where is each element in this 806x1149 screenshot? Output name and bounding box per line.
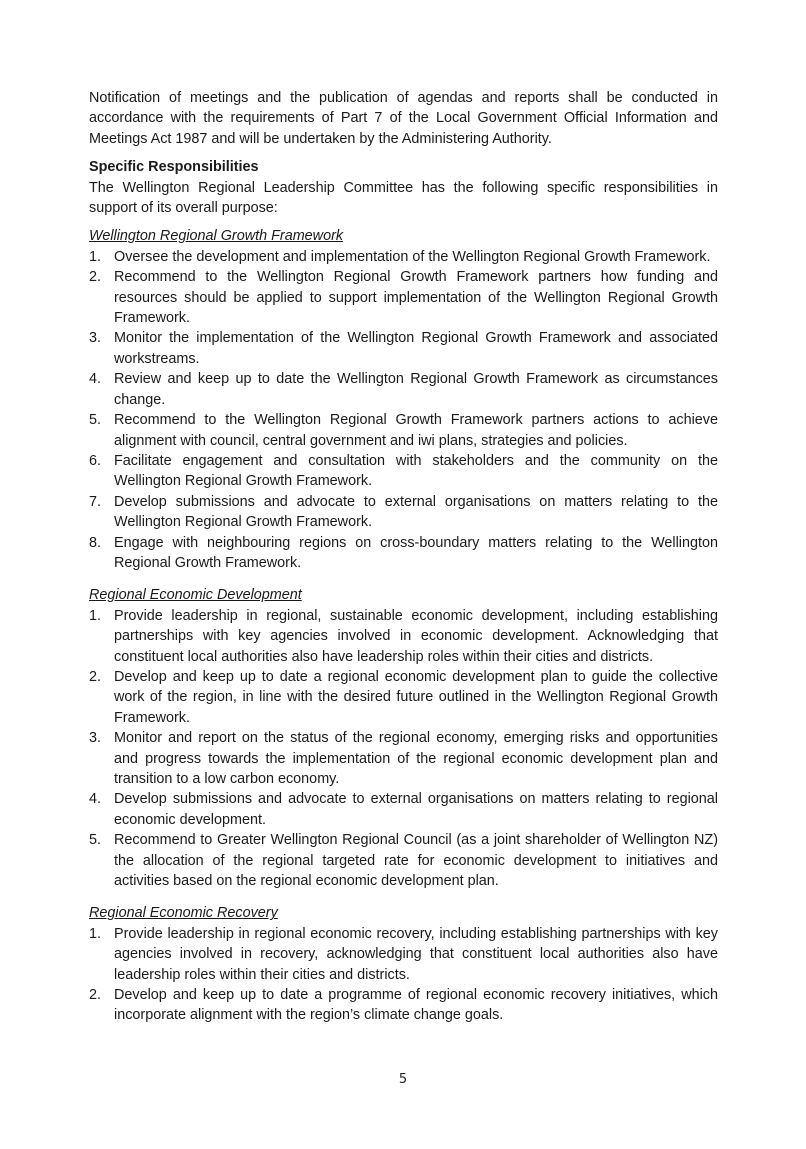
list-item: [89, 606, 718, 667]
list-text: Provide leadership in regional, sustainable economic development, including establishing partnerships with key agencies involved in economic development. Acknowledging that constituent local authorities also have leadership roles within their cities and districts.: [114, 607, 718, 665]
specific-responsibilities-heading: Specific Responsibilities: [89, 159, 259, 176]
list-text: Develop submissions and advocate to external organisations on matters relating to regional economic development.: [114, 791, 718, 828]
list-text: Develop and keep up to date a programme of regional economic recovery initiatives, which incorporate alignment with the region’s climate change goals.: [114, 987, 718, 1024]
list-item: [89, 789, 718, 830]
list-item: [89, 451, 718, 492]
list-item: [89, 985, 718, 1026]
section-title-economic-development: Regional Economic Development: [89, 587, 302, 604]
list-text: Monitor and report on the status of the regional economy, emerging risks and opportunities and progress towards the implementation of the regional economic development plan and transition to a low carbon economy.: [114, 730, 718, 787]
section-title-growth-framework: Wellington Regional Growth Framework: [89, 228, 344, 245]
list-number: 2.: [89, 668, 102, 685]
list-text: Oversee the development and implementation of the Wellington Regional Growth Framework.: [114, 248, 711, 265]
list-number: 1.: [89, 248, 102, 265]
list-text: Recommend to Greater Wellington Regional Council (as a joint shareholder of Wellington NZ) the allocation of the regional targeted rate for economic development to initiatives and activities based on the regional economic development plan.: [114, 832, 718, 890]
list-number: 5.: [89, 832, 102, 849]
economic-development-list: [89, 606, 718, 892]
economic-recovery-list: [89, 924, 718, 1026]
list-item: [89, 667, 718, 728]
list-number: 3.: [89, 330, 102, 347]
list-item: [89, 533, 718, 574]
list-number: 6.: [89, 452, 102, 469]
growth-framework-list: [89, 247, 718, 574]
list-number: 5.: [89, 412, 102, 429]
list-item: [89, 924, 718, 985]
list-item: [89, 267, 718, 328]
list-text: Provide leadership in regional economic recovery, including establishing partnerships with key agencies involved in recovery, acknowledging that constituent local authorities also have leadership roles within their cities and districts.: [114, 925, 718, 983]
list-number: 8.: [89, 534, 102, 551]
list-number: 7.: [89, 493, 102, 510]
list-item: [89, 728, 718, 789]
document-page: [89, 88, 718, 1026]
list-number: 4.: [89, 791, 102, 808]
list-text: Review and keep up to date the Wellington Regional Growth Framework as circumstances change.: [114, 371, 718, 408]
list-number: 1.: [89, 607, 102, 624]
list-item: [89, 410, 718, 451]
section-title-economic-recovery: Regional Economic Recovery: [89, 905, 278, 922]
intro-paragraph: Notification of meetings and the publication of agendas and reports shall be conducted in accordance with the requirements of Part 7 of the Local Government Official Information and Meetings Act 1987 and will be undertaken by the Administering Authority.: [89, 90, 718, 147]
specific-responsibilities-lead: The Wellington Regional Leadership Committee has the following specific responsibilities in support of its overall purpose:: [89, 179, 718, 217]
list-text: Monitor the implementation of the Wellington Regional Growth Framework and associated workstreams.: [114, 330, 718, 367]
list-text: Recommend to the Wellington Regional Growth Framework partners how funding and resources should be applied to support implementation of the Wellington Regional Growth Framework.: [114, 269, 718, 327]
page-number: 5: [398, 1072, 408, 1087]
list-text: Facilitate engagement and consultation with stakeholders and the community on the Wellington Regional Growth Framework.: [114, 452, 718, 490]
list-number: 2.: [89, 269, 102, 286]
list-item: [89, 328, 718, 369]
list-number: 1.: [89, 925, 102, 942]
list-text: Engage with neighbouring regions on cross-boundary matters relating to the Wellington Regional Growth Framework.: [114, 534, 718, 571]
list-item: [89, 830, 718, 891]
list-item: [89, 247, 718, 267]
list-item: [89, 492, 718, 533]
list-number: 2.: [89, 987, 102, 1004]
list-text: Develop submissions and advocate to external organisations on matters relating to the Wellington Regional Growth Framework.: [114, 493, 718, 531]
list-text: Develop and keep up to date a regional economic development plan to guide the collective work of the region, in line with the desired future outlined in the Wellington Regional Growth Framework.: [114, 668, 718, 726]
list-number: 3.: [89, 730, 102, 747]
list-number: 4.: [89, 371, 102, 388]
list-text: Recommend to the Wellington Regional Growth Framework partners actions to achieve alignment with council, central government and iwi plans, strategies and policies.: [114, 412, 718, 449]
list-item: [89, 369, 718, 410]
